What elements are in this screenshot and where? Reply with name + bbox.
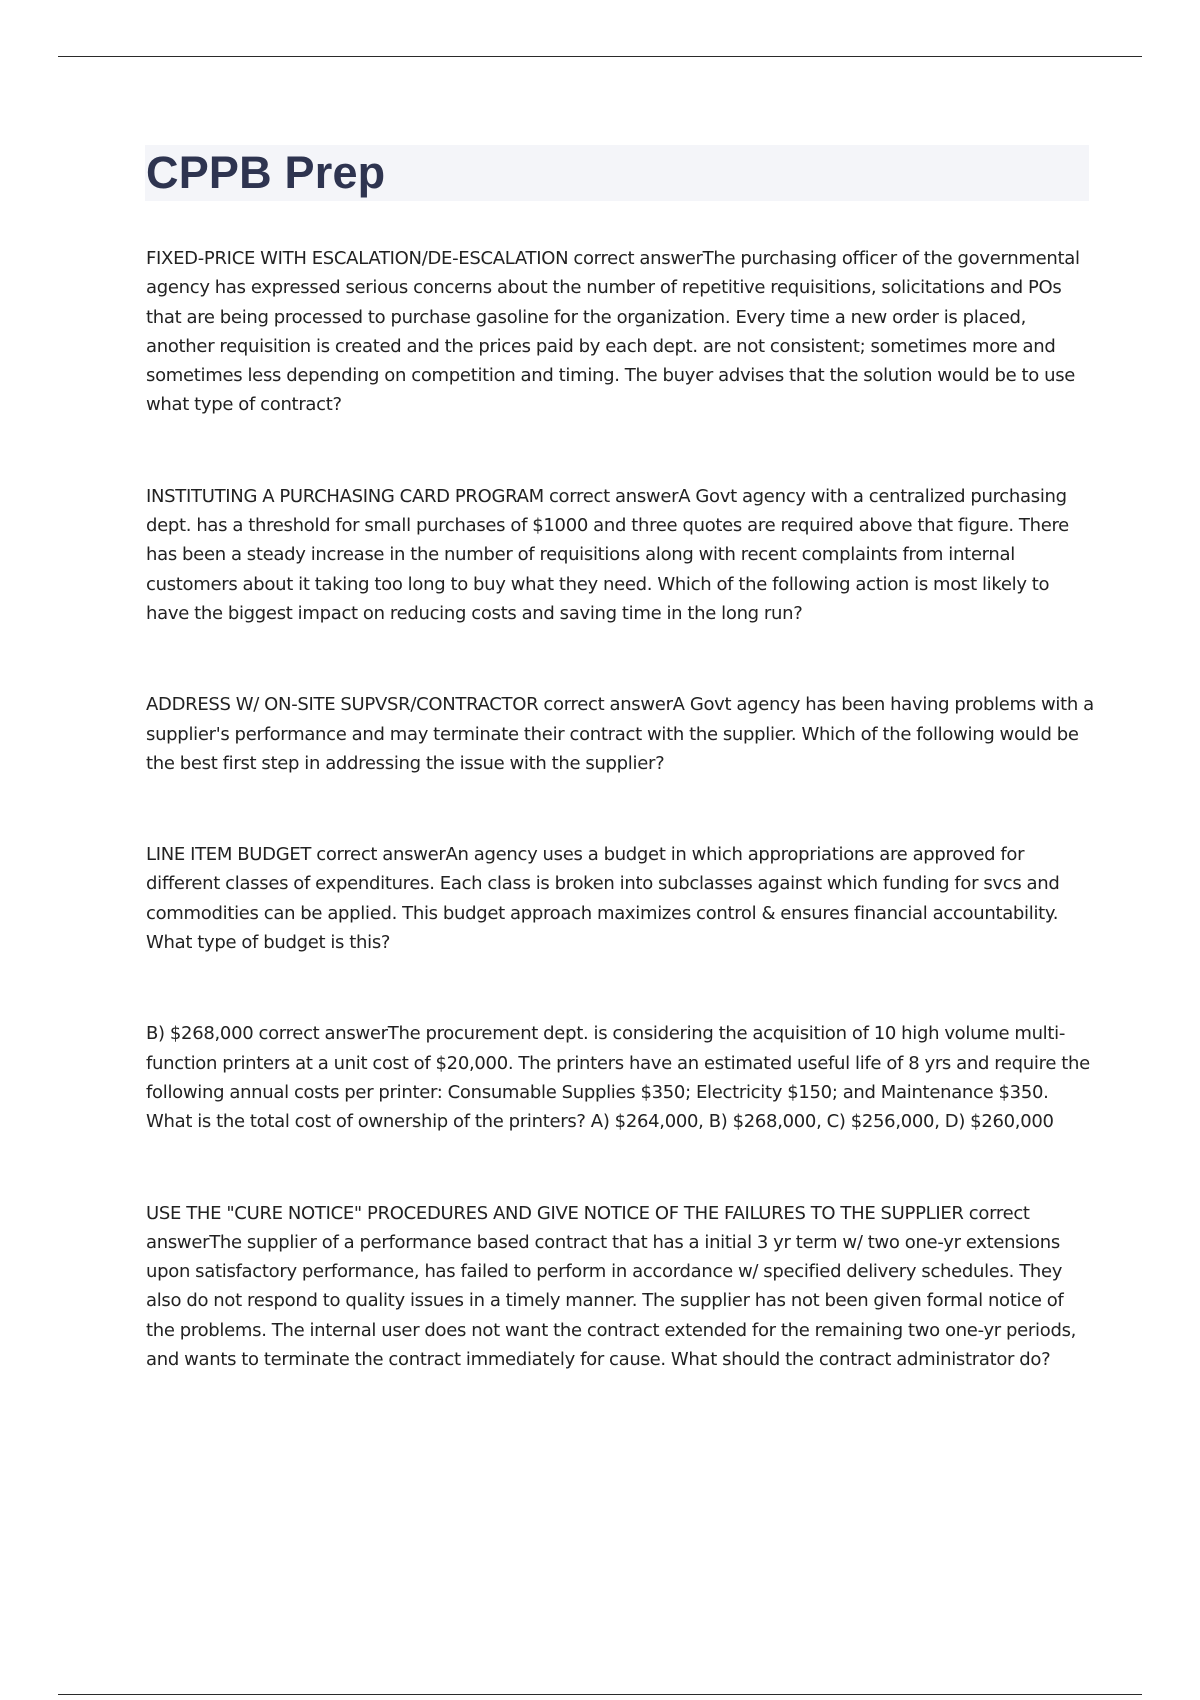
flashcard-item: B) $268,000 correct answerThe procurement dept. is considering the acquisition of 10 high volume multi-function printers at a unit cost of $20,000. The printers have an estimated useful life of 8 yrs and require the following annual costs per printer: Consumable Supplies $350; Electricity $150; and Maintenance $350. What is the total cost of ownership of the printers? A) $264,000, B) $268,000, C) $256,000, D) $260,000 — [146, 1023, 1090, 1133]
page-title: CPPB Prep — [146, 147, 386, 198]
header-rule — [58, 56, 1142, 57]
flashcard-item: INSTITUTING A PURCHASING CARD PROGRAM correct answerA Govt agency with a centralized purchasing dept. has a threshold for small purchases of $1000 and three quotes are required above that figure. There has been a steady increase in the number of requisitions along with recent complaints from internal customers about it taking too long to buy what they need. Which of the following action is most likely to have the biggest impact on reducing costs and saving time in the long run? — [146, 485, 1069, 624]
flashcard-item: LINE ITEM BUDGET correct answerAn agency uses a budget in which appropriations are approved for different classes of expenditures. Each class is broken into subclasses against which funding for svcs and commodities can be applied. This budget approach maximizes control & ensures financial accountability. What type of budget is this? — [146, 844, 1060, 954]
flashcard-item: FIXED-PRICE WITH ESCALATION/DE-ESCALATION correct answerThe purchasing officer of the governmental agency has expressed serious concerns about the number of repetitive requisitions, solicitations and POs that are being processed to purchase gasoline for the organization. Every time a new order is placed, another requisition is created and the prices paid by each dept. are not consistent; sometimes more and sometimes less depending on competition and timing. The buyer advises that the solution would be to use what type of contract? — [146, 248, 1080, 416]
footer-rule — [58, 1694, 1142, 1695]
flashcard-list — [146, 244, 1096, 1436]
flashcard-item: USE THE "CURE NOTICE" PROCEDURES AND GIVE NOTICE OF THE FAILURES TO THE SUPPLIER correct answerThe supplier of a performance based contract that has a initial 3 yr term w/ two one-yr extensions upon satisfactory performance, has failed to perform in accordance w/ specified delivery schedules. They also do not respond to quality issues in a timely manner. The supplier has not been given formal notice of the problems. The internal user does not want the contract extended for the remaining two one-yr periods, and wants to terminate the contract immediately for cause. What should the contract administrator do? — [146, 1202, 1077, 1371]
flashcard-item: ADDRESS W/ ON-SITE SUPVSR/CONTRACTOR correct answerA Govt agency has been having problems with a supplier's performance and may terminate their contract with the supplier. Which of the following would be the best first step in addressing the issue with the supplier? — [146, 694, 1094, 774]
